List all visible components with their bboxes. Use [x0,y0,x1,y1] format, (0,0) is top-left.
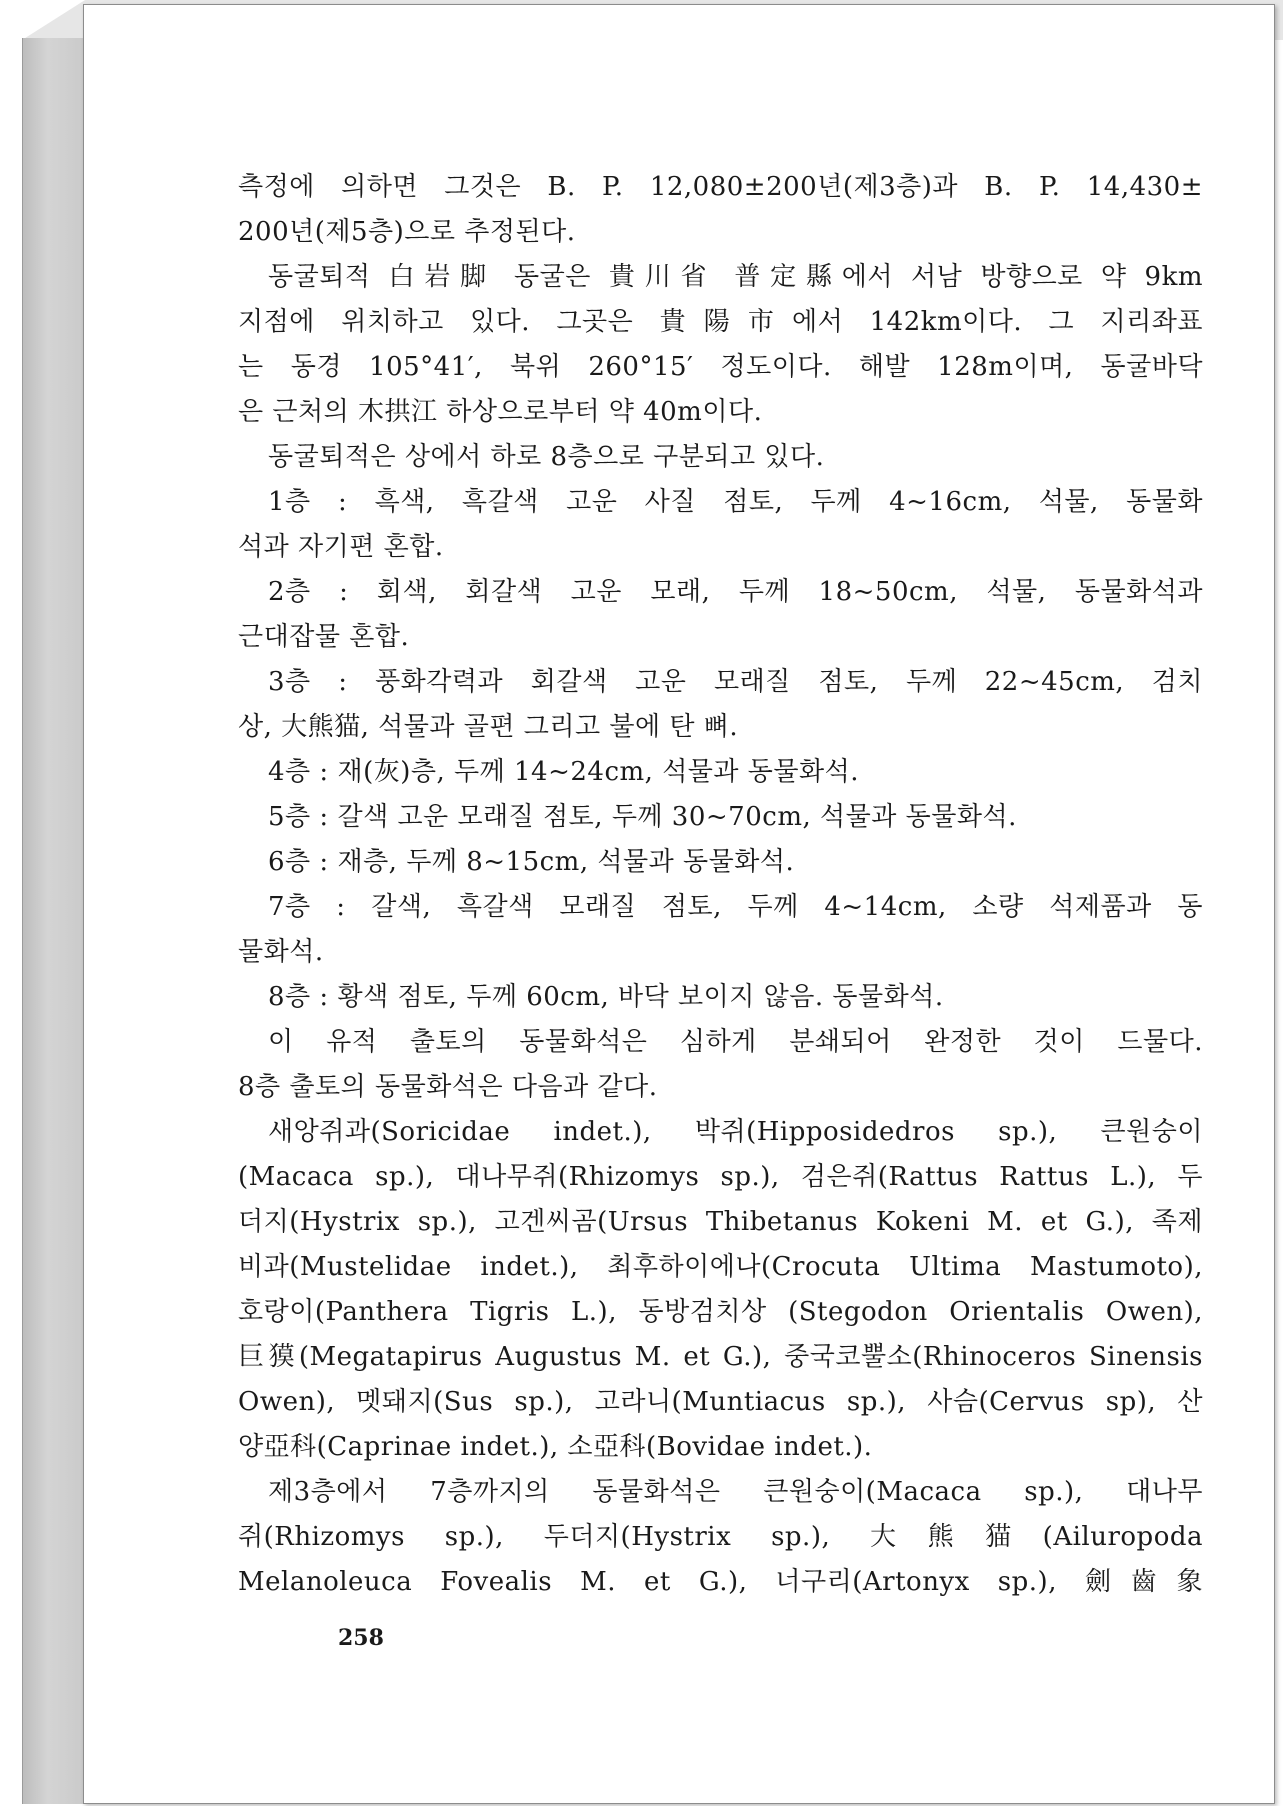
text-line: 더지(Hystrix sp.), 고겐씨곰(Ursus Thibetanus Kokeni M. et G.), 족제 [238,1207,1203,1237]
text-line: 는 동경 105°41′, 북위 260°15′ 정도이다. 해발 128m이며, 동굴바닥 [238,352,1203,382]
text-line: 1층 : 흑색, 흑갈색 고운 사질 점토, 두께 4~16cm, 석물, 동물화 [268,487,1203,517]
text-line: Melanoleuca Fovealis M. et G.), 너구리(Artonyx sp.), 劍齒象 [238,1567,1203,1597]
text-line: 5층 : 갈색 고운 모래질 점토, 두께 30~70cm, 석물과 동물화석. [268,802,1017,832]
book-page [83,4,1275,1804]
page-number: 258 [338,1625,384,1651]
text-line: 8층 출토의 동물화석은 다음과 같다. [238,1072,658,1102]
text-line: 200년(제5층)으로 추정된다. [238,217,576,247]
text-line: (Macaca sp.), 대나무쥐(Rhizomys sp.), 검은쥐(Rattus Rattus L.), 두 [238,1162,1203,1192]
text-line: 巨獏(Megatapirus Augustus M. et G.), 중국코뿔소(Rhinoceros Sinensis [238,1342,1203,1372]
text-line: Owen), 멧돼지(Sus sp.), 고라니(Muntiacus sp.), 사슴(Cervus sp), 산 [238,1387,1203,1417]
text-line: 동굴퇴적은 상에서 하로 8층으로 구분되고 있다. [268,442,825,472]
text-line: 쥐(Rhizomys sp.), 두더지(Hystrix sp.), 大熊猫(Ailuropoda [238,1522,1203,1552]
text-line: 지점에 위치하고 있다. 그곳은 貴陽市에서 142km이다. 그 지리좌표 [238,307,1203,337]
text-line: 물화석. [238,937,324,967]
text-line: 측정에 의하면 그것은 B. P. 12,080±200년(제3층)과 B. P. 14,430± [238,172,1203,202]
text-line: 2층 : 회색, 회갈색 고운 모래, 두께 18~50cm, 석물, 동물화석과 [268,577,1203,607]
text-line: 4층 : 재(灰)층, 두께 14~24cm, 석물과 동물화석. [268,757,860,787]
text-line: 6층 : 재층, 두께 8~15cm, 석물과 동물화석. [268,847,795,877]
text-line: 상, 大熊猫, 석물과 골편 그리고 불에 탄 뼈. [238,712,739,742]
text-line: 양亞科(Caprinae indet.), 소亞科(Bovidae indet.). [238,1432,873,1462]
text-line: 8층 : 황색 점토, 두께 60cm, 바닥 보이지 않음. 동물화석. [268,982,944,1012]
text-line: 제3층에서 7층까지의 동물화석은 큰원숭이(Macaca sp.), 대나무 [268,1477,1203,1507]
text-line: 새앙쥐과(Soricidae indet.), 박쥐(Hipposidedros sp.), 큰원숭이 [268,1117,1203,1147]
text-line: 동굴퇴적 白岩脚 동굴은 貴川省 普定縣에서 서남 방향으로 약 9km [268,262,1203,292]
text-line: 은 근처의 木拱江 하상으로부터 약 40m이다. [238,397,763,427]
text-line: 이 유적 출토의 동물화석은 심하게 분쇄되어 완정한 것이 드물다. [268,1027,1203,1057]
text-line: 호랑이(Panthera Tigris L.), 동방검치상 (Stegodon Orientalis Owen), [238,1297,1203,1327]
text-line: 비과(Mustelidae indet.), 최후하이에나(Crocuta Ultima Mastumoto), [238,1252,1203,1282]
text-line: 7층 : 갈색, 흑갈색 모래질 점토, 두께 4~14cm, 소량 석제품과 동 [268,892,1203,922]
text-line: 석과 자기편 혼합. [238,532,444,562]
text-line: 근대잡물 혼합. [238,622,410,652]
page-text-body [238,165,1203,1605]
text-line: 3층 : 풍화각력과 회갈색 고운 모래질 점토, 두께 22~45cm, 검치 [268,667,1203,697]
book-spine [22,38,85,1804]
